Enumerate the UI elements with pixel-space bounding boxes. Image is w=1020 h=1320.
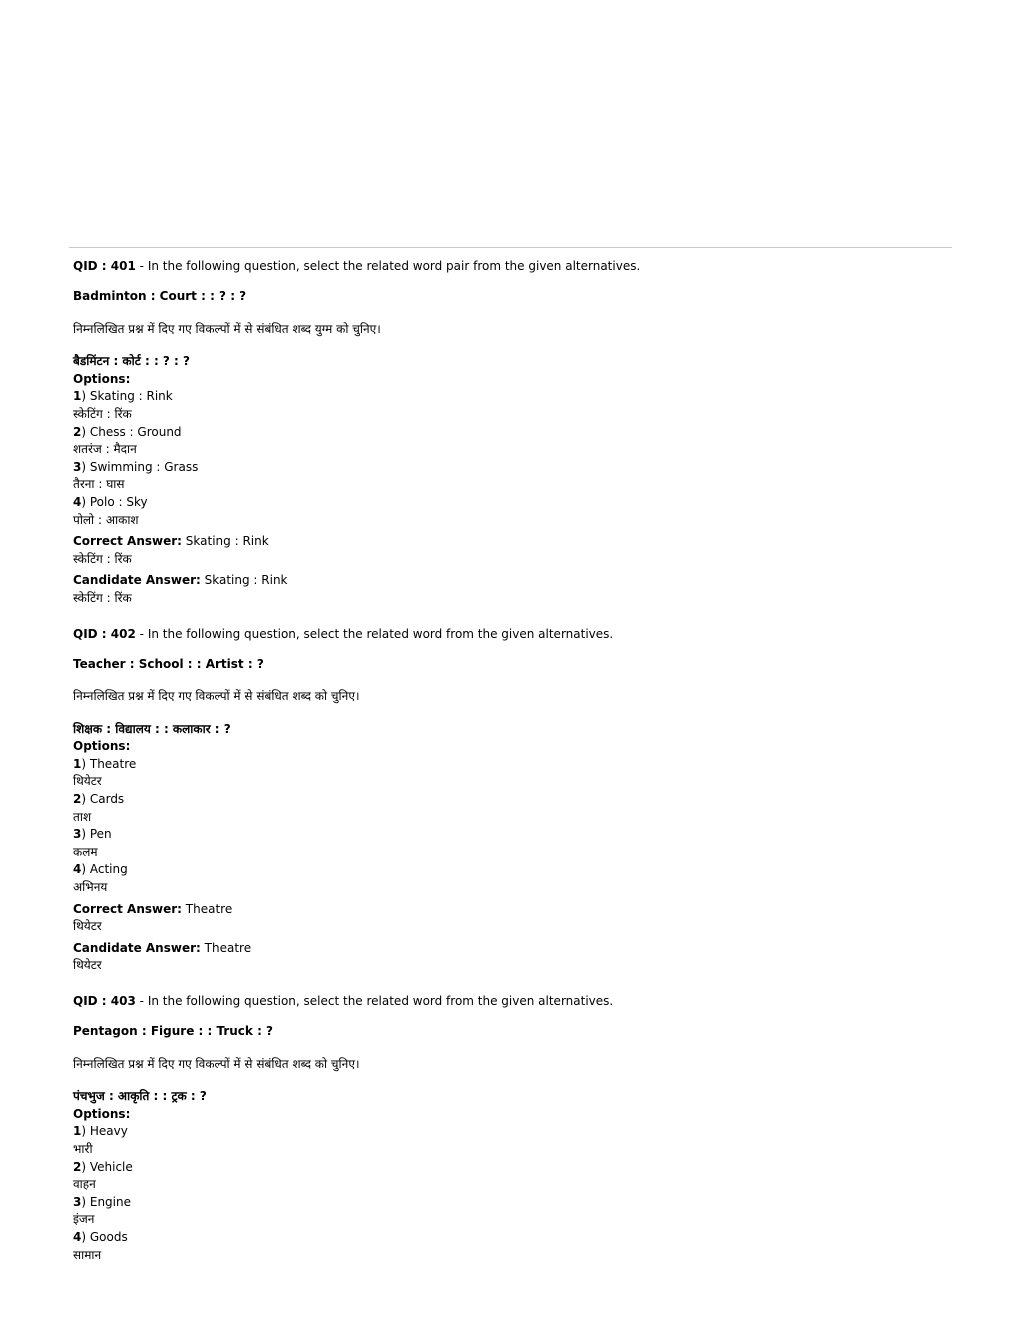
instruction-hi: निम्नलिखित प्रश्न में दिए गए विकल्पों में से संबंधित शब्द को चुनिए। xyxy=(73,1056,360,1071)
options-label: Options: xyxy=(73,739,131,754)
prompt-en: Pentagon : Figure : : Truck : ? xyxy=(73,1024,274,1038)
option-number: 3 xyxy=(73,1194,82,1209)
question-header xyxy=(73,993,943,1010)
question-block xyxy=(73,993,943,1264)
option-number: 2 xyxy=(73,1159,82,1174)
qid-number: 403 xyxy=(110,994,136,1008)
option-text-en: Skating : Rink xyxy=(89,389,173,404)
option-2-hi: वाहन xyxy=(73,1177,96,1192)
option-2: 2) Vehicle xyxy=(73,1159,133,1174)
candidate-answer-hi: स्केटिंग : रिंक xyxy=(73,590,132,605)
option-number: 3 xyxy=(73,827,82,842)
qid-number: 402 xyxy=(110,626,136,641)
candidate-answer-label: Candidate Answer: xyxy=(73,573,201,588)
option-number: 4 xyxy=(73,862,82,877)
option-text-en: Chess : Ground xyxy=(89,424,182,439)
option-3: 3) Swimming : Grass xyxy=(73,459,199,474)
option-1-hi: भारी xyxy=(73,1141,93,1156)
correct-answer-label: Correct Answer: xyxy=(73,901,182,916)
correct-answer-hi: स्केटिंग : रिंक xyxy=(73,551,132,566)
option-4: 4) Polo : Sky xyxy=(73,494,148,509)
option-text-en: Engine xyxy=(89,1194,131,1209)
qid-number: 401 xyxy=(110,259,136,273)
candidate-answer-en: Theatre xyxy=(204,940,252,955)
prompt-en: Teacher : School : : Artist : ? xyxy=(73,656,264,671)
option-1: 1) Skating : Rink xyxy=(73,389,173,404)
instruction-en: In the following question, select the related word from the given alternatives. xyxy=(147,626,614,641)
option-number: 4 xyxy=(73,1229,82,1244)
option-text-en: Swimming : Grass xyxy=(89,459,199,474)
option-number: 2 xyxy=(73,424,82,439)
option-2: 2) Chess : Ground xyxy=(73,424,182,439)
option-text-en: Pen xyxy=(89,827,112,842)
qid-separator: - xyxy=(135,259,148,273)
prompt-en: Badminton : Court : : ? : ? xyxy=(73,289,247,303)
option-3: 3) Pen xyxy=(73,827,112,842)
option-number: 1 xyxy=(73,389,82,404)
option-text-en: Theatre xyxy=(89,756,137,771)
candidate-answer-hi: थियेटर xyxy=(73,958,102,973)
option-4: 4) Acting xyxy=(73,862,128,877)
option-4-hi: पोलो : आकाश xyxy=(73,512,139,527)
qid-separator: - xyxy=(135,626,148,641)
option-3-hi: इंजन xyxy=(73,1212,95,1227)
prompt-hi: बैडमिंटन : कोर्ट : : ? : ? xyxy=(73,354,190,369)
candidate-answer-en: Skating : Rink xyxy=(204,573,288,588)
question-block xyxy=(73,258,943,608)
correct-answer xyxy=(73,533,943,551)
option-text-en: Cards xyxy=(89,792,125,807)
option-number: 4 xyxy=(73,494,82,509)
question-header xyxy=(73,626,943,643)
option-text-en: Vehicle xyxy=(89,1159,133,1174)
instruction-hi: निम्नलिखित प्रश्न में दिए गए विकल्पों में से संबंधित शब्द युग्म को चुनिए। xyxy=(73,321,381,336)
qid-separator: - xyxy=(135,994,148,1008)
qid-label: QID : xyxy=(73,626,111,641)
option-1: 1) Theatre xyxy=(73,756,137,771)
correct-answer-hi: थियेटर xyxy=(73,919,102,934)
question-block xyxy=(73,626,943,976)
candidate-answer xyxy=(73,940,943,958)
option-2: 2) Cards xyxy=(73,792,125,807)
header-divider xyxy=(69,247,952,248)
option-text-en: Heavy xyxy=(89,1124,128,1139)
candidate-answer-label: Candidate Answer: xyxy=(73,940,201,955)
correct-answer xyxy=(73,901,943,919)
option-1: 1) Heavy xyxy=(73,1124,128,1139)
option-number: 1 xyxy=(73,1124,82,1139)
instruction-hi: निम्नलिखित प्रश्न में दिए गए विकल्पों में से संबंधित शब्द को चुनिए। xyxy=(73,689,360,704)
option-number: 1 xyxy=(73,756,82,771)
option-2-hi: शतरंज : मैदान xyxy=(73,442,137,457)
option-3-hi: कलम xyxy=(73,844,98,859)
instruction-en: In the following question, select the related word pair from the given alternatives. xyxy=(147,259,641,273)
option-3-hi: तैरना : घास xyxy=(73,477,125,492)
option-4: 4) Goods xyxy=(73,1229,128,1244)
correct-answer-label: Correct Answer: xyxy=(73,534,182,549)
correct-answer-en: Theatre xyxy=(185,901,233,916)
instruction-en: In the following question, select the related word from the given alternatives. xyxy=(147,994,614,1008)
question-list xyxy=(73,258,943,1282)
option-text-en: Goods xyxy=(89,1229,128,1244)
option-number: 3 xyxy=(73,459,82,474)
option-text-en: Polo : Sky xyxy=(89,494,148,509)
option-number: 2 xyxy=(73,792,82,807)
prompt-hi: शिक्षक : विद्यालय : : कलाकार : ? xyxy=(73,721,231,736)
option-4-hi: सामान xyxy=(73,1247,102,1262)
option-1-hi: स्केटिंग : रिंक xyxy=(73,406,132,421)
qid-label: QID : xyxy=(73,259,111,273)
correct-answer-en: Skating : Rink xyxy=(185,534,269,549)
option-1-hi: थियेटर xyxy=(73,774,102,789)
option-4-hi: अभिनय xyxy=(73,880,108,895)
option-2-hi: ताश xyxy=(73,809,92,824)
option-3: 3) Engine xyxy=(73,1194,131,1209)
prompt-hi: पंचभुज : आकृति : : ट्रक : ? xyxy=(73,1089,207,1104)
question-header xyxy=(73,258,943,275)
options-label: Options: xyxy=(73,1106,131,1121)
option-text-en: Acting xyxy=(89,862,128,877)
candidate-answer xyxy=(73,572,943,590)
options-label: Options: xyxy=(73,371,131,386)
qid-label: QID : xyxy=(73,994,111,1008)
